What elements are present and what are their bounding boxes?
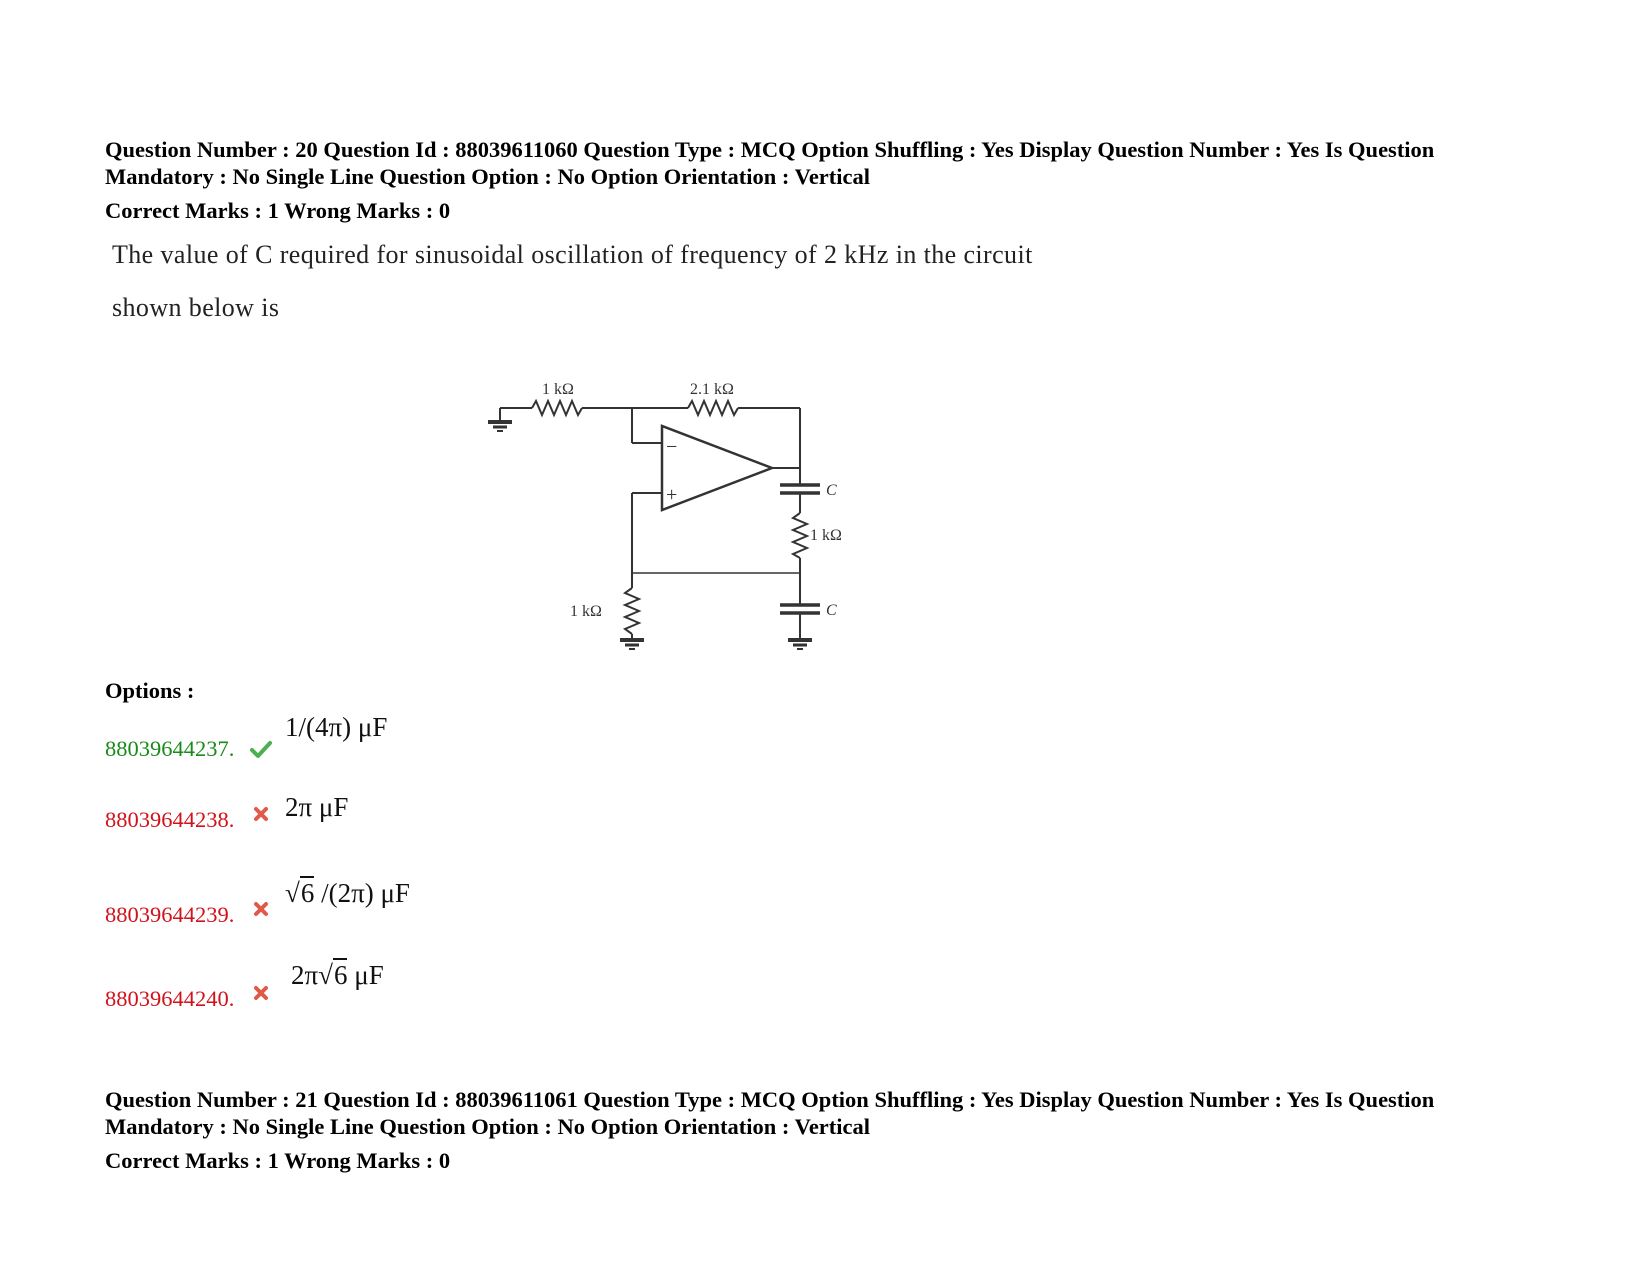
option-2-id: 88039644238. — [105, 807, 235, 832]
q21-marks: Correct Marks : 1 Wrong Marks : 0 — [105, 1148, 451, 1173]
r-shunt-label: 1 kΩ — [570, 603, 602, 620]
options-label: Options : — [105, 678, 195, 703]
q20-text-line1: The value of C required for sinusoidal oscillation of frequency of 2 kHz in the circuit — [112, 240, 1033, 269]
q20-meta-line1: Question Number : 20 Question Id : 88039611060 Question Type : MCQ Option Shuffling : Yes Display Question Number : Yes Is Question — [105, 137, 1435, 162]
circuit-diagram — [470, 368, 890, 668]
q21-meta — [105, 1086, 1565, 1140]
r-feedback-label: 2.1 kΩ — [690, 381, 734, 398]
option-3-sqrt: 6 — [300, 878, 315, 908]
option-3-id: 88039644239. — [105, 902, 235, 927]
cross-icon — [253, 806, 269, 822]
q20-text-line2: shown below is — [112, 293, 280, 322]
option-4-id: 88039644240. — [105, 986, 235, 1011]
resistor-feedback — [688, 401, 738, 415]
cross-icon — [253, 901, 269, 917]
cross-icon — [253, 985, 269, 1001]
option-4-rest: μF — [354, 960, 384, 990]
r-series-label: 1 kΩ — [810, 527, 842, 544]
ground-bottom-left-icon — [620, 640, 644, 649]
opamp-triangle — [662, 426, 772, 510]
q20-meta-line2: Mandatory : No Single Line Question Option : No Option Orientation : Vertical — [105, 164, 871, 189]
resistor-shunt — [625, 588, 639, 634]
opamp-minus: − — [666, 436, 678, 458]
q21-meta-line2: Mandatory : No Single Line Question Option : No Option Orientation : Vertical — [105, 1114, 871, 1139]
opamp-plus: + — [666, 484, 678, 506]
c-bottom-label: C — [826, 602, 837, 619]
option-2-value: 2π μF — [285, 792, 349, 822]
ground-left-icon — [488, 408, 512, 431]
option-4-value: 2π√6 μF — [291, 960, 384, 990]
r-input-label: 1 kΩ — [542, 381, 574, 398]
resistor-input — [532, 401, 582, 415]
q20-marks: Correct Marks : 1 Wrong Marks : 0 — [105, 198, 451, 223]
option-1-id: 88039644237. — [105, 736, 235, 761]
option-4-prefix: 2π — [291, 960, 319, 990]
resistor-series — [793, 513, 807, 558]
option-1-value: 1/(4π) μF — [285, 712, 388, 742]
q20-meta — [105, 136, 1565, 190]
option-3-value: √6 /(2π) μF — [285, 878, 410, 908]
c-top-label: C — [826, 482, 837, 499]
ground-bottom-right-icon — [788, 640, 812, 649]
option-3-rest: /(2π) μF — [321, 878, 410, 908]
option-4-sqrt: 6 — [333, 960, 348, 990]
check-icon — [250, 740, 272, 760]
q21-meta-line1: Question Number : 21 Question Id : 88039611061 Question Type : MCQ Option Shuffling : Yes Display Question Number : Yes Is Question — [105, 1087, 1435, 1112]
